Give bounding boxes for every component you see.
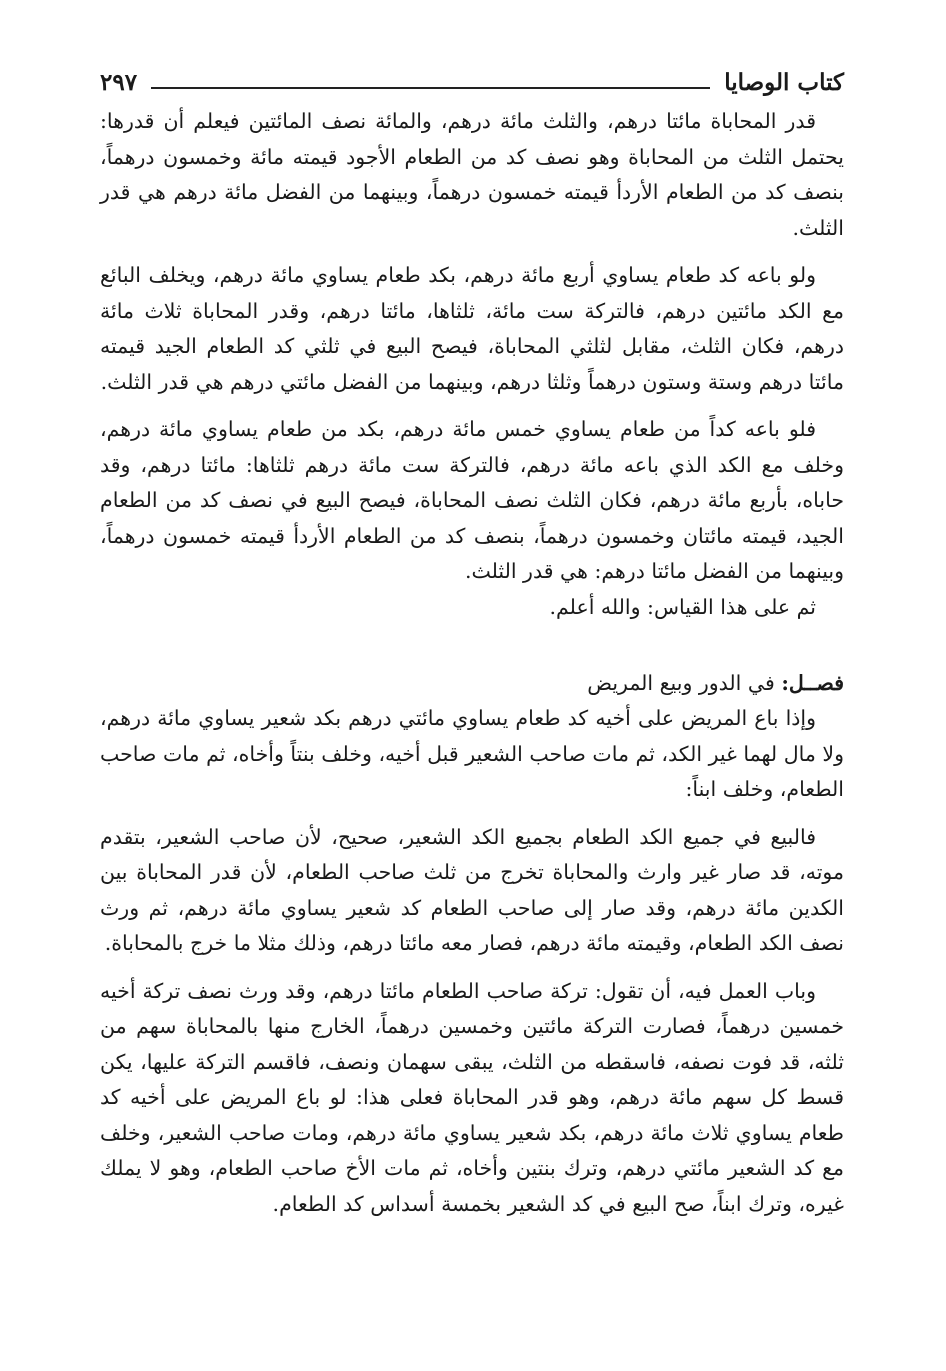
book-page [100, 60, 844, 1222]
section-title: في الدور وبيع المريض [587, 671, 775, 695]
closing-line: ثم على هذا القياس: والله أعلم. [549, 594, 816, 619]
header-rule [151, 87, 710, 89]
paragraph: وباب العمل فيه، أن تقول: تركة صاحب الطعام مائتا درهم، وقد ورث نصف تركة أخيه خمسين درهماً، فصارت التركة مائتين وخمسين درهماً، الخارج منها بالمحاباة سهم من ثلثه، قد فوت نصفه، فاسقطه من الثلث، يبقى سهمان ونصف، فاقسم التركة عليها، يكن قسط كل سهم مائة درهم، وهو قدر المحاباة فعلى هذا: لو باع المريض على أخيه كد طعام يساوي ثلاث مائة درهم، بكد شعير يساوي مائة درهم، ومات صاحب الشعير، وخلف مع كد الشعير مائتي درهم، وترك بنتين وأخاه، ثم مات الأخ صاحب الطعام، وهو لا يملك غيره، وترك ابناً، صح البيع في كد الشعير بخمسة أسداس كد الطعام. [100, 978, 844, 1216]
page-number: ٢٩٧ [100, 68, 138, 96]
page-body [100, 104, 844, 1222]
paragraph: ولو باعه كد طعام يساوي أربع مائة درهم، بكد طعام يساوي مائة درهم، ويخلف البائع مع الكد مائتين درهم، فالتركة ست مائة، ثلثاها، مائتا درهم، وقدر المحاباة ثلاث مائة درهم، فكان الثلث، مقابل لثلثي المحاباة، فيصح البيع في ثلثي كد الطعام الجيد قيمته مائتا درهم وستة وستون درهماً وثلثا درهم، وبينهما من الفضل مائتي درهم هي قدر الثلث. [100, 263, 844, 394]
section-label: فصــل: [781, 671, 844, 695]
section-heading [100, 665, 844, 701]
paragraph: فالبيع في جميع الكد الطعام بجميع الكد الشعير، صحيح، لأن صاحب الشعير، بتقدم موته، قد صار غير وارث والمحاباة تخرج من ثلث صاحب الطعام، لأن قدر المحاباة بين الكدين مائة درهم، وقد صار إلى صاحب الطعام كد شعير يساوي مائة درهم، ثم ورث نصف الكد الطعام، وقيمته مائة درهم، فصار معه مائتا درهم، وذلك مثلا ما خرج بالمحاباة. [100, 824, 844, 955]
paragraph: فلو باعه كداً من طعام يساوي خمس مائة درهم، بكد من طعام يساوي مائة درهم، وخلف مع الكد الذي باعه مائة درهم، فالتركة ست مائة درهم ثلثاها: مائتا درهم، وقد حاباه، بأربع مائة درهم، فكان الثلث نصف المحاباة، فيصح البيع في نصف كد من الطعام الجيد، قيمته مائتان وخمسون درهماً، بنصف كد من الطعام الأردأ قيمته خمسون درهماً، وبينهما من الفضل مائتا درهم: هي قدر الثلث. [100, 417, 844, 583]
running-title: كتاب الوصايا [724, 68, 844, 96]
paragraph: وإذا باع المريض على أخيه كد طعام يساوي مائتي درهم بكد شعير يساوي مائة درهم، ولا مال لهما غير الكد، ثم مات صاحب الشعير قبل أخيه، وخلف بنتاً وأخاه، ثم مات صاحب الطعام، وخلف ابناً: [100, 706, 844, 801]
page-header [100, 60, 844, 104]
paragraph: قدر المحاباة مائتا درهم، والثلث مائة درهم، والمائة نصف المائتين فيعلم أن قدرها: يحتمل الثلث من المحاباة وهو نصف كد من الطعام الأجود قيمته مائة وخمسون درهماً، بنصف كد من الطعام الأردأ قيمته خمسون درهماً، وبينهما من الفضل مائة درهم هي قدر الثلث. [100, 109, 844, 240]
